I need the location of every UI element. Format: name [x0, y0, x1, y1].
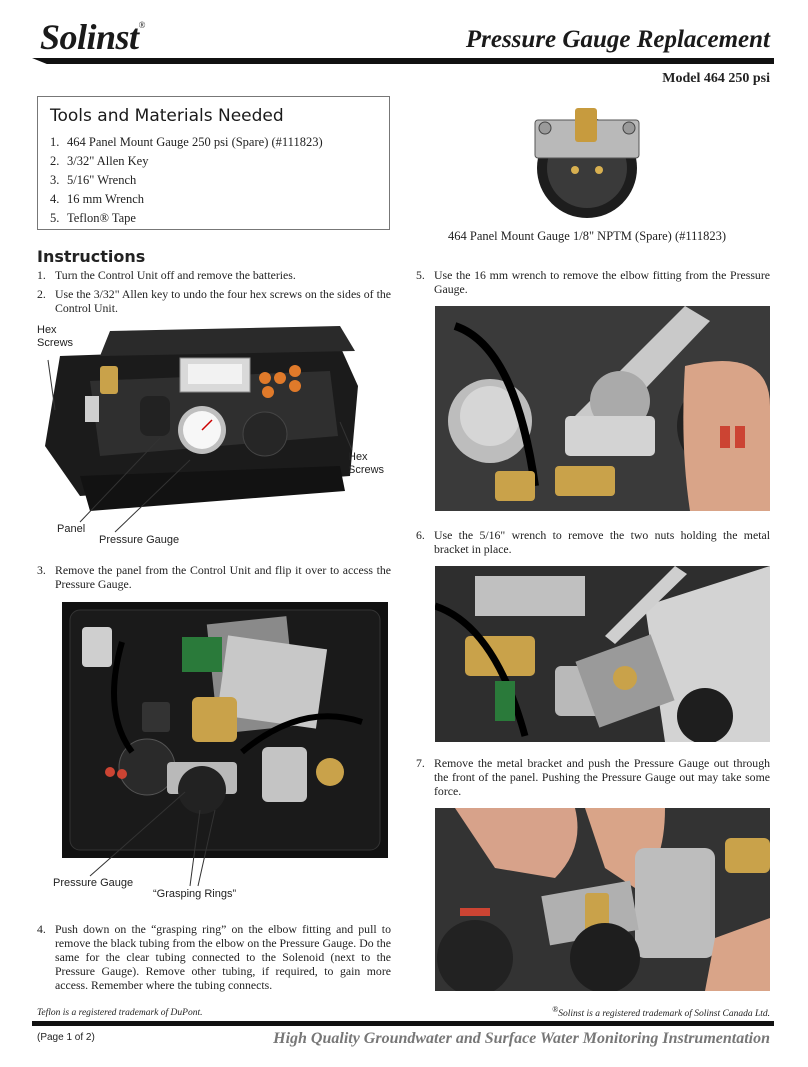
spare-gauge-photo [527, 100, 647, 218]
hex-screws-label-left: Hex Screws [37, 324, 74, 349]
tools-list-item: 2. 3/32" Allen Key [50, 154, 149, 168]
step-6: 6. Use the 5/16" wrench to remove the two nuts holding the metal bracket in place. [416, 528, 770, 556]
tools-heading: Tools and Materials Needed [50, 106, 284, 126]
step-2: 2. Use the 3/32" Allen key to undo the four hex screws on the sides of the Control Unit. [37, 287, 391, 315]
tools-list-item: 1. 464 Panel Mount Gauge 250 psi (Spare) (#111823) [50, 135, 323, 149]
solinst-logo: Solinst® [40, 17, 145, 57]
tools-list-item: 5. Teflon® Tape [50, 211, 136, 225]
tools-materials-box [37, 96, 390, 230]
bracket-nuts-photo [435, 566, 770, 742]
grasping-rings-label: “Grasping Rings” [153, 888, 237, 900]
tools-list-item: 4. 16 mm Wrench [50, 192, 145, 206]
page-number: (Page 1 of 2) [37, 1032, 95, 1043]
step-3: 3. Remove the panel from the Control Unit and flip it over to access the Pressure Gauge. [37, 563, 391, 591]
wrench-elbow-photo [435, 306, 770, 511]
step-4: 4. Push down on the “grasping ring” on the elbow fitting and pull to remove the black tubing from the elbow on the Pressure Gauge. Do the same for the clear tubing connected to the Solenoid (next to the Pressure Gauge). Remove other tubing, if required, to gain more access. Remember where the tubing connects. [37, 922, 391, 992]
footer-tagline: High Quality Groundwater and Surface Water Monitoring Instrumentation [273, 1030, 770, 1047]
step-1: 1. Turn the Control Unit off and remove the batteries. [37, 268, 296, 282]
document-title: Pressure Gauge Replacement [465, 26, 770, 53]
spare-gauge-caption: 464 Panel Mount Gauge 1/8" NPTM (Spare) (#111823) [448, 229, 727, 243]
model-label: Model 464 250 psi [662, 71, 770, 86]
step-7: 7. Remove the metal bracket and push the Pressure Gauge out through the front of the panel. Pushing the Pressure Gauge out may take some force. [416, 756, 770, 798]
header-rule [32, 58, 774, 64]
solinst-trademark-note: ®Solinst is a registered trademark of Solinst Canada Ltd. [552, 1005, 770, 1020]
teflon-trademark-note: Teflon is a registered trademark of DuPont. [37, 1008, 203, 1018]
tools-list-item: 3. 5/16" Wrench [50, 173, 137, 187]
step-5: 5. Use the 16 mm wrench to remove the elbow fitting from the Pressure Gauge. [416, 268, 770, 296]
footer-rule [32, 1021, 774, 1026]
pressure-gauge-label-1: Pressure Gauge [99, 534, 180, 546]
remove-bracket-photo [435, 808, 770, 991]
panel-label: Panel [57, 523, 86, 535]
instructions-heading: Instructions [37, 247, 146, 266]
callout-lines-2 [50, 780, 250, 890]
pressure-gauge-label-2: Pressure Gauge [53, 877, 134, 889]
hex-screws-label-right: Hex Screws [348, 451, 385, 476]
tools-list [50, 135, 377, 226]
callout-lines-1 [40, 340, 370, 540]
